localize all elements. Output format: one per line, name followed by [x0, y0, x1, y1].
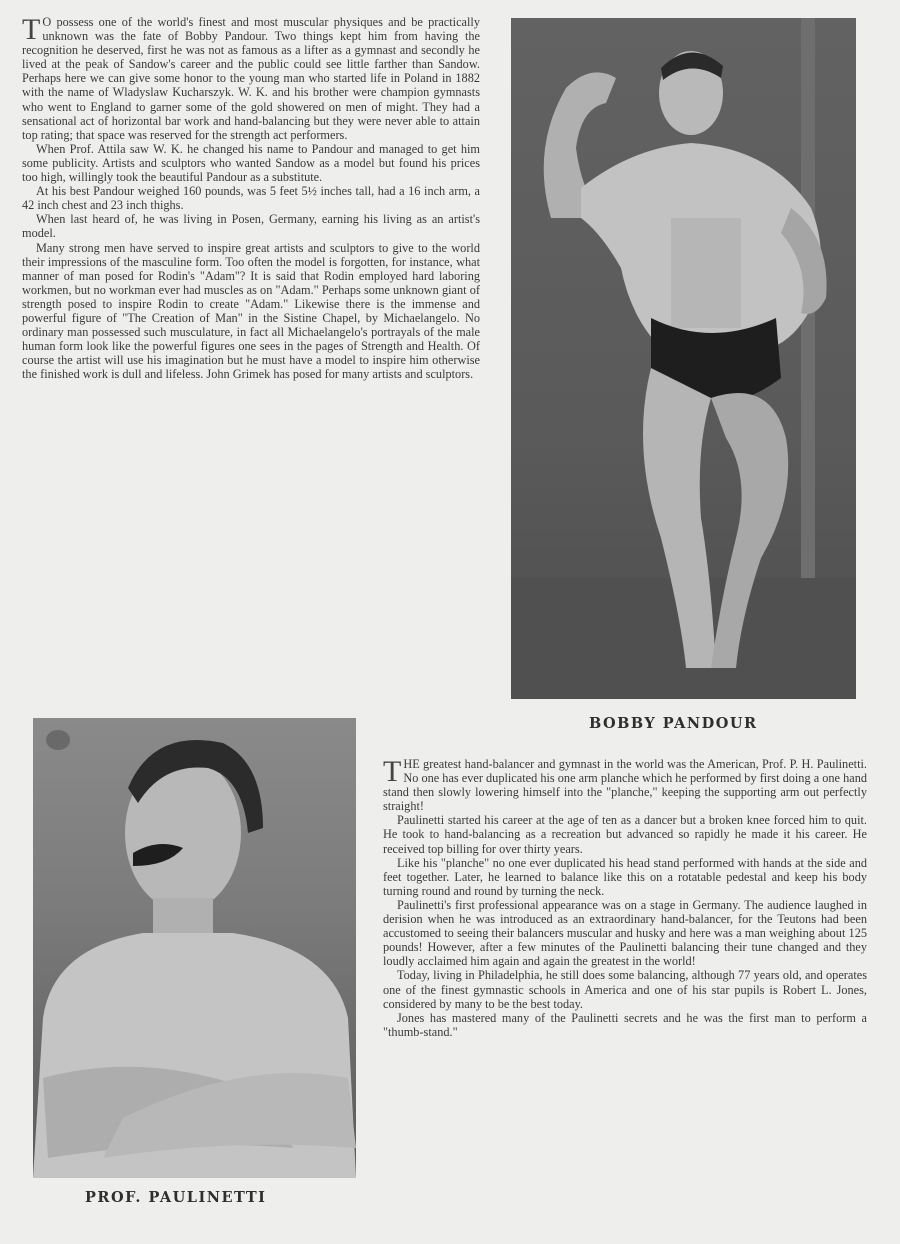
portrait-figure-icon [33, 718, 356, 1178]
paragraph: At his best Pandour weighed 160 pounds, was 5 feet 5½ inches tall, had a 16 inch arm, a 42 inch chest and 23 inch thighs. [22, 184, 480, 213]
photo-caption: BOBBY PANDOUR [589, 715, 758, 732]
paragraph: Like his "planche" no one ever duplicated his head stand performed with hands at the side and feet together. Later, he learned to balance like this on a rotatable pedestal and keep his body turning round and round by turning the neck. [383, 855, 867, 898]
paragraph: THE greatest hand-balancer and gymnast in the world was the American, Prof. P. H. Paulinetti. No one has ever duplicated his one arm planche which he performed by first doing a one hand stand then slowly lowering himself into the "planche," keeping the supporting arm out perfectly straight! [383, 755, 867, 814]
photo-caption: PROF. PAULINETTI [85, 1189, 267, 1206]
paragraph: Paulinetti started his career at the age of ten as a dancer but a broken knee forced him to quit. He took to hand-balancing as a recreation but advanced so rapidly he made it his career. He received top billing for over thirty years. [383, 813, 867, 856]
photo-prof-paulinetti [33, 718, 356, 1178]
article-column-pandour [22, 15, 480, 381]
paragraph: Paulinetti's first professional appearance was on a stage in Germany. The audience laughed in derision when he was introduced as an extraordinary hand-balancer, for the Teutons had been accustomed to seeing their balancers muscular and husky and here was a man weighing about 125 pounds! However, after a few minutes of the Paulinetti balancing their tune changed and they loudly acclaimed him again and again the greatest in the world! [383, 897, 867, 969]
article-column-paulinetti [383, 757, 867, 1039]
paragraph: When last heard of, he was living in Posen, Germany, earning his living as an artist's model. [22, 212, 480, 241]
bodybuilder-figure-icon [511, 18, 856, 699]
paragraph: Many strong men have served to inspire great artists and sculptors to give to the world their impressions of the masculine form. Too often the model is forgotten, for instance, what manner of man posed for Rodin's "Adam"? It is said that Rodin employed hard laboring workmen, but no workman ever had muscles as on "Adam." Perhaps some unknown giant of strength posed to inspire Rodin to create "Adam." Likewise there is the immense and powerful figure of "The Creation of Man" in the Sistine Chapel, by Michaelangelo. No ordinary man possessed such musculature, in fact all Michaelangelo's portrayals of the male human form look like the powerful figures one sees in the pages of Strength and Health. Of course the artist will use his imagination but he must have a model to inspire him otherwise the finished work is dull and lifeless. John Grimek has posed for many artists and sculptors. [22, 240, 480, 382]
photo-bobby-pandour [511, 18, 856, 699]
paragraph: When Prof. Attila saw W. K. he changed his name to Pandour and managed to get him some publicity. Artists and sculptors who wanted Sandow as a model but found his prices too high, willingly took the beautiful Pandour as a substitute. [22, 141, 480, 185]
paragraph: Today, living in Philadelphia, he still does some balancing, although 77 years old, and operates one of the finest gymnastic schools in America and one of his star pupils is Robert L. Jones, considered by many to be the best today. [383, 968, 867, 1011]
drop-cap: T [22, 13, 41, 46]
paragraph: Jones has mastered many of the Paulinetti secrets and he was the first man to perform a "thumb-stand." [383, 1010, 867, 1039]
paragraph: T O possess one of the world's finest and most muscular physiques and be practically unknown was the fate of Bobby Pandour. Two things kept him from having the recognition he deserved, first he was not as famous as a lifter as a gymnast and secondly he lived at the peak of Sandow's career and the public could see little farther than Sandow. Perhaps here we can give some honor to the young man who started life in Poland in 1882 with the name of Wladyslaw Kucharszyk. W. K. and his brother were champion gymnasts who went to England to garner some of the gold showered on men of might. They had a sensational act of horizontal bar work and hand-balancing but they were never able to attain top rating; that space was reserved for the strength act performers. [22, 13, 480, 142]
drop-cap: T [383, 755, 402, 788]
